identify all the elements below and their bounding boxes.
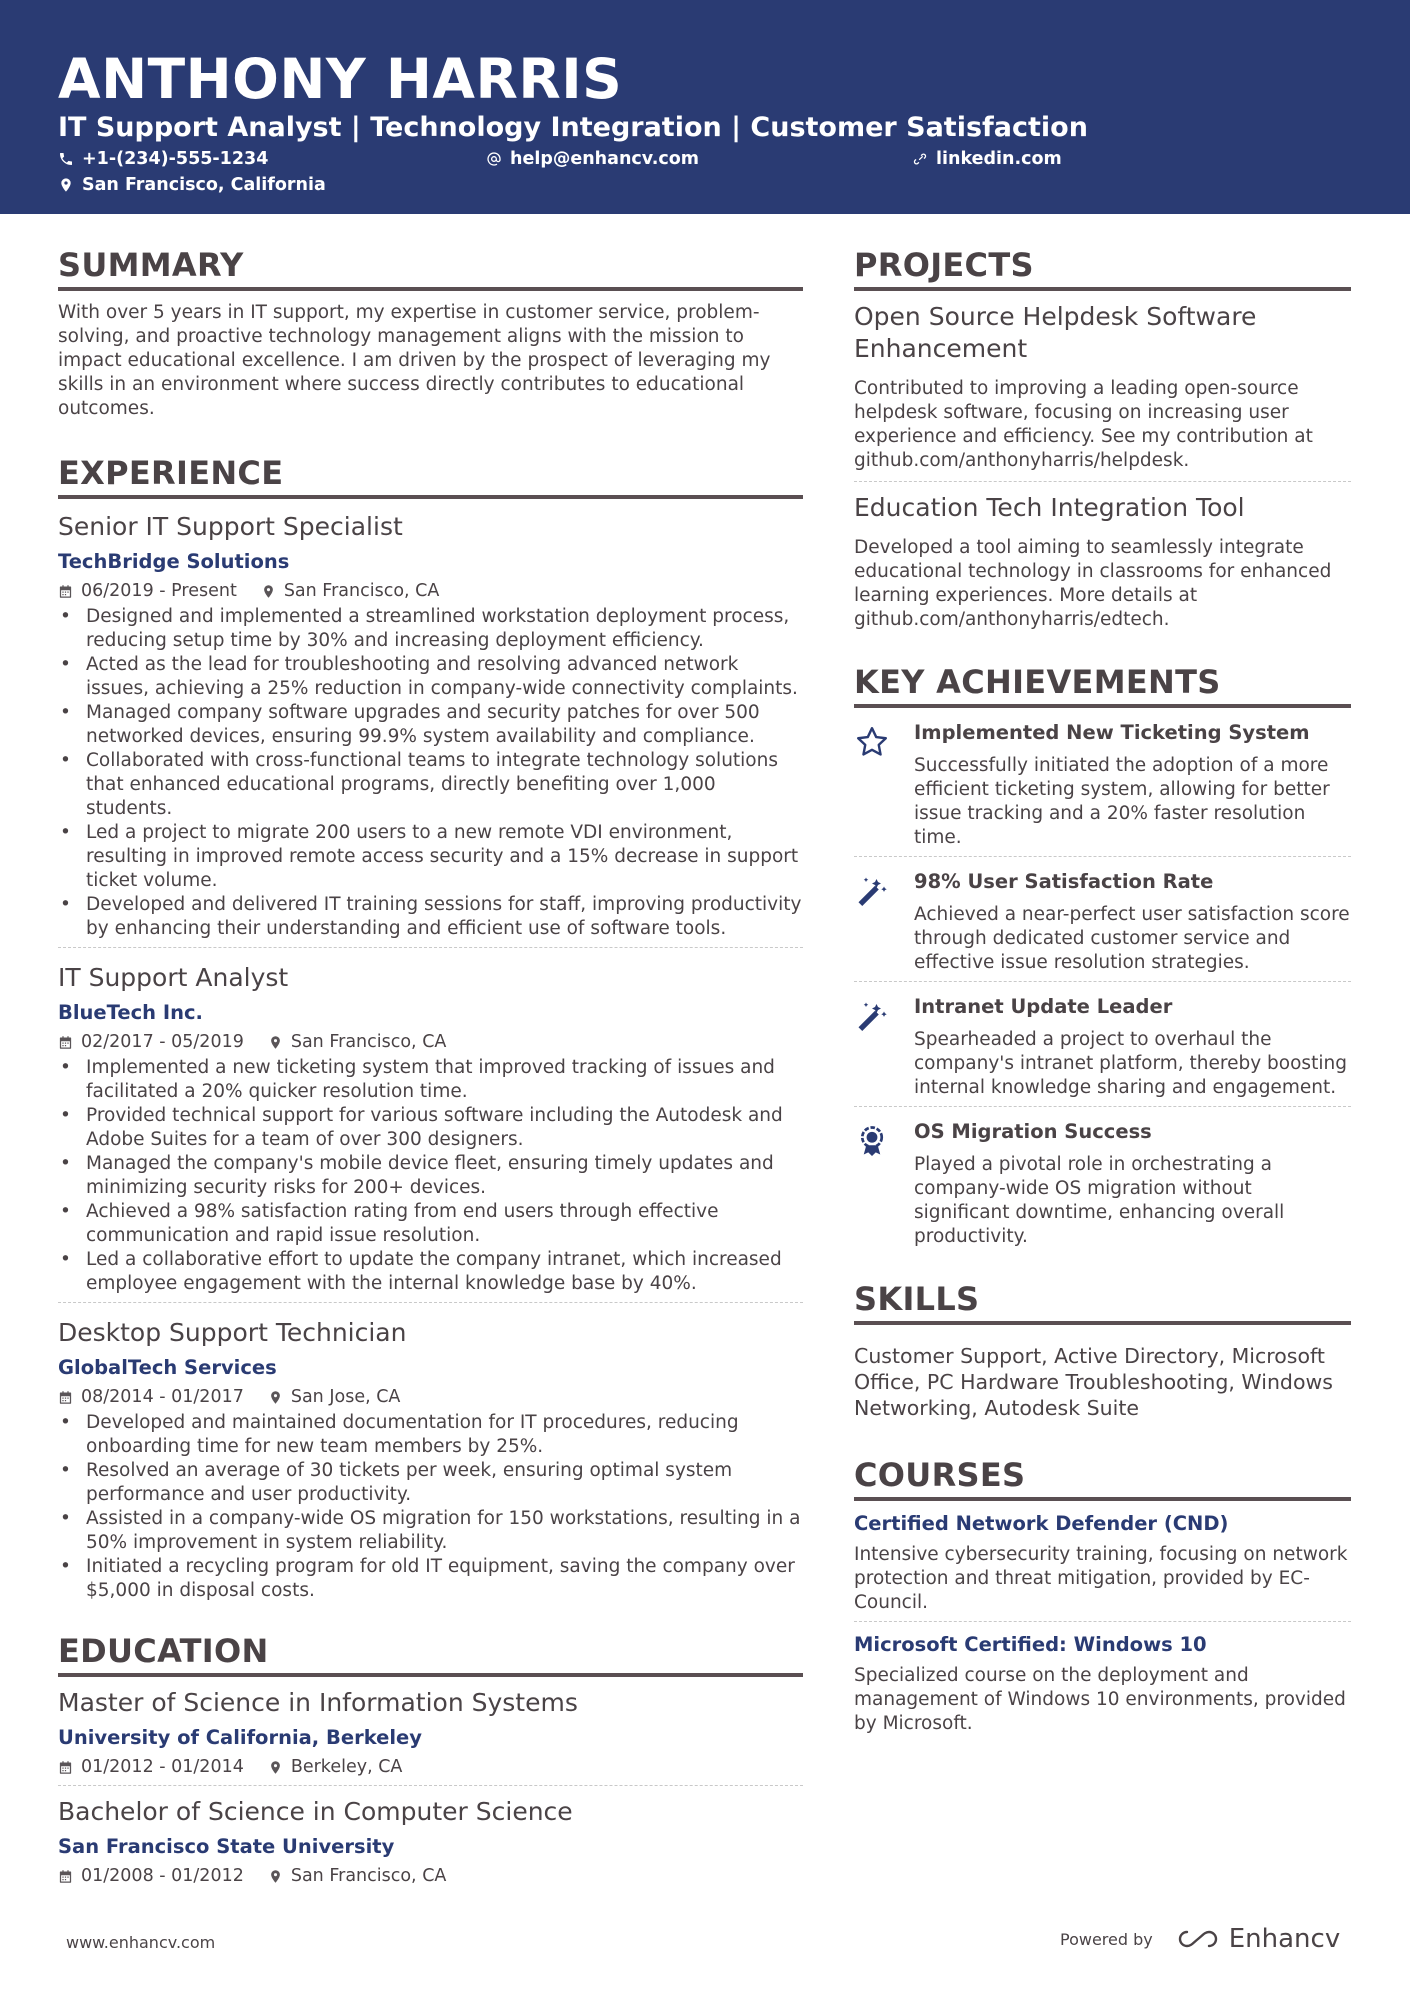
job-bullets <box>58 605 803 941</box>
education-meta <box>58 1755 803 1779</box>
bullet-item: • Managed the company's mobile device fleet, ensuring timely updates and minimizing security risks for 200+ devices. <box>58 1152 803 1200</box>
education-section <box>58 1631 803 1894</box>
job-dates <box>58 1385 244 1409</box>
job-bullets <box>58 1056 803 1296</box>
at-icon <box>486 151 502 167</box>
experience-section <box>58 453 803 1609</box>
experience-title: EXPERIENCE <box>58 453 803 499</box>
job-meta <box>58 1385 803 1409</box>
project-text: Developed a tool aiming to seamlessly integrate educational technology in classrooms for enhanced learning experiences. More details at github.com/anthonyharris/edtech. <box>854 537 1332 630</box>
job-location-text: San Jose, CA <box>290 1387 401 1407</box>
bullet-item: • Led a collaborative effort to update the company intranet, which increased employee engagement with the internal knowledge base by 40%. <box>58 1248 803 1296</box>
calendar-icon <box>58 1390 73 1405</box>
job-location-text: San Francisco, CA <box>283 581 440 601</box>
bullet-item: • Acted as the lead for troubleshooting and resolving advanced network issues, achieving a 25% reduction in company-wide connectivity complaints. <box>58 653 803 701</box>
phone-text: +1-(234)-555-1234 <box>82 149 269 169</box>
bullet-item: • Led a project to migrate 200 users to a new remote VDI environment, resulting in improved remote access security and a 15% decrease in support ticket volume. <box>58 821 803 893</box>
location-text: San Francisco, California <box>82 175 326 195</box>
skills-title: SKILLS <box>854 1279 1351 1325</box>
project-entry <box>854 291 1351 482</box>
achievement-text: Spearheaded a project to overhaul the company's intranet platform, thereby boosting internal knowledge sharing and engagement. <box>914 1029 1347 1098</box>
bullet-item: • Developed and delivered IT training sessions for staff, improving productivity by enhancing their understanding and efficient use of software tools. <box>58 893 803 941</box>
job-dates-text: 02/2017 - 05/2019 <box>81 1032 244 1052</box>
job-dates-text: 06/2019 - Present <box>81 581 237 601</box>
job-dates-text: 08/2014 - 01/2017 <box>81 1387 244 1407</box>
bullet-item: • Provided technical support for various software including the Autodesk and Adobe Suites for a team of over 300 designers. <box>58 1104 803 1152</box>
job-dates <box>58 579 237 603</box>
education-location-text: San Francisco, CA <box>290 1866 447 1886</box>
magic-wand-icon <box>854 873 890 909</box>
summary-title: SUMMARY <box>58 245 803 291</box>
achievement-body <box>914 869 1351 975</box>
calendar-icon <box>58 1869 73 1884</box>
calendar-icon <box>58 1035 73 1050</box>
achievement-title: Implemented New Ticketing System <box>914 721 1310 744</box>
school-name: San Francisco State University <box>58 1835 395 1858</box>
education-location <box>268 1864 447 1888</box>
course-title: Microsoft Certified: Windows 10 <box>854 1633 1207 1656</box>
education-dates <box>58 1864 244 1888</box>
achievement-entry <box>854 982 1351 1107</box>
company-name: GlobalTech Services <box>58 1356 277 1379</box>
course-title: Certified Network Defender (CND) <box>854 1512 1229 1535</box>
skills-section <box>854 1279 1351 1421</box>
right-column <box>854 245 1351 1742</box>
achievement-title: Intranet Update Leader <box>914 995 1173 1018</box>
course-text: Intensive cybersecurity training, focusing on network protection and threat mitigation, provided by EC-Council. <box>854 1544 1348 1613</box>
project-title: Open Source Helpdesk Software Enhancement <box>854 302 1257 363</box>
education-location-text: Berkeley, CA <box>290 1757 403 1777</box>
courses-title: COURSES <box>854 1455 1351 1501</box>
enhancv-logo-icon <box>1175 1928 1221 1950</box>
linkedin-text[interactable]: linkedin.com <box>936 149 1062 169</box>
achievement-icon-wrap <box>854 869 914 975</box>
location-pin-icon <box>268 1390 283 1405</box>
job-title: Desktop Support Technician <box>58 1318 407 1347</box>
achievement-text: Played a pivotal role in orchestrating a company-wide OS migration without significant downtime, enhancing overall productivity. <box>914 1154 1285 1247</box>
brand-name: Enhancv <box>1228 1924 1341 1954</box>
education-meta <box>58 1864 803 1888</box>
achievement-body <box>914 1119 1351 1249</box>
footer-branding <box>1060 1924 1340 1954</box>
company-name: TechBridge Solutions <box>58 550 290 573</box>
bullet-item: • Collaborated with cross-functional teams to integrate technology solutions that enhanced educational programs, directly benefiting over 1,000 students. <box>58 749 803 821</box>
powered-by-label: Powered by <box>1060 1929 1153 1949</box>
summary-text: With over 5 years in IT support, my expertise in customer service, problem-solving, and proactive technology management aligns with the mission to impact educational excellence. I am driven by the prospect of leveraging my skills in an environment where success directly contributes to educational outcomes. <box>58 302 771 419</box>
achievement-icon-wrap <box>854 1119 914 1249</box>
achievement-entry <box>854 857 1351 982</box>
job-bullets <box>58 1411 803 1603</box>
contact-location <box>58 174 326 196</box>
job-location <box>261 579 440 603</box>
experience-entry <box>58 499 803 948</box>
candidate-name: ANTHONY HARRIS <box>58 47 623 111</box>
company-name: BlueTech Inc. <box>58 1001 203 1024</box>
project-title: Education Tech Integration Tool <box>854 493 1245 522</box>
resume-header <box>0 0 1410 214</box>
degree-title: Bachelor of Science in Computer Science <box>58 1797 573 1826</box>
job-title: IT Support Analyst <box>58 963 289 992</box>
location-pin-icon <box>268 1035 283 1050</box>
bullet-item: • Resolved an average of 30 tickets per week, ensuring optimal system performance and user productivity. <box>58 1459 803 1507</box>
education-entry <box>58 1786 803 1894</box>
magic-wand-icon <box>854 998 890 1034</box>
bullet-item: • Initiated a recycling program for old IT equipment, saving the company over $5,000 in disposal costs. <box>58 1555 803 1603</box>
footer-website[interactable]: www.enhancv.com <box>66 1933 216 1952</box>
achievement-text: Successfully initiated the adoption of a more efficient ticketing system, allowing for better issue tracking and a 20% faster resolution time. <box>914 755 1330 848</box>
left-column <box>58 245 803 1894</box>
school-name: University of California, Berkeley <box>58 1726 422 1749</box>
bullet-item: • Achieved a 98% satisfaction rating from end users through effective communication and rapid issue resolution. <box>58 1200 803 1248</box>
project-entry <box>854 482 1351 640</box>
contact-linkedin[interactable] <box>912 148 1062 170</box>
achievement-body <box>914 720 1351 850</box>
achievement-entry <box>854 1107 1351 1255</box>
job-title: Senior IT Support Specialist <box>58 512 403 541</box>
education-entry <box>58 1677 803 1786</box>
achievement-text: Achieved a near-perfect user satisfaction score through dedicated customer service and effective issue resolution strategies. <box>914 904 1350 973</box>
bullet-item: • Developed and maintained documentation for IT procedures, reducing onboarding time for new team members by 25%. <box>58 1411 803 1459</box>
experience-entry <box>58 1303 803 1609</box>
education-location <box>268 1755 403 1779</box>
calendar-icon <box>58 584 73 599</box>
course-text: Specialized course on the deployment and management of Windows 10 environments, provided by Microsoft. <box>854 1665 1346 1734</box>
achievements-title: KEY ACHIEVEMENTS <box>854 662 1351 708</box>
achievements-section <box>854 662 1351 1255</box>
calendar-icon <box>58 1760 73 1775</box>
headline: IT Support Analyst | Technology Integration | Customer Satisfaction <box>58 112 1088 143</box>
summary-section <box>58 245 803 421</box>
star-icon <box>854 724 890 760</box>
education-dates-text: 01/2008 - 01/2012 <box>81 1866 244 1886</box>
bullet-item: • Implemented a new ticketing system that improved tracking of issues and facilitated a 20% quicker resolution time. <box>58 1056 803 1104</box>
bullet-item: • Designed and implemented a streamlined workstation deployment process, reducing setup time by 30% and increasing deployment efficiency. <box>58 605 803 653</box>
education-title: EDUCATION <box>58 1631 803 1677</box>
location-pin-icon <box>268 1760 283 1775</box>
achievement-title: OS Migration Success <box>914 1120 1152 1143</box>
courses-section <box>854 1455 1351 1742</box>
link-icon <box>912 151 928 167</box>
achievement-body <box>914 994 1351 1100</box>
job-location-text: San Francisco, CA <box>290 1032 447 1052</box>
email-text[interactable]: help@enhancv.com <box>510 149 700 169</box>
award-badge-icon <box>854 1123 890 1159</box>
location-pin-icon <box>268 1869 283 1884</box>
skills-text: Customer Support, Active Directory, Microsoft Office, PC Hardware Troubleshooting, Windows Networking, Autodesk Suite <box>854 1344 1333 1420</box>
degree-title: Master of Science in Information Systems <box>58 1688 578 1717</box>
contact-phone <box>58 148 268 170</box>
job-location <box>268 1385 401 1409</box>
phone-icon <box>58 151 74 167</box>
job-meta <box>58 579 803 603</box>
projects-title: PROJECTS <box>854 245 1351 291</box>
projects-section <box>854 245 1351 640</box>
achievement-title: 98% User Satisfaction Rate <box>914 870 1214 893</box>
course-entry <box>854 1622 1351 1742</box>
course-entry <box>854 1501 1351 1622</box>
job-meta <box>58 1030 803 1054</box>
achievement-icon-wrap <box>854 994 914 1100</box>
enhancv-logo[interactable] <box>1175 1924 1340 1954</box>
bullet-item: • Assisted in a company-wide OS migration for 150 workstations, resulting in a 50% improvement in system reliability. <box>58 1507 803 1555</box>
contact-email[interactable] <box>486 148 699 170</box>
bullet-item: • Managed company software upgrades and security patches for over 500 networked devices, ensuring 99.9% system availability and compliance. <box>58 701 803 749</box>
job-dates <box>58 1030 244 1054</box>
education-dates-text: 01/2012 - 01/2014 <box>81 1757 244 1777</box>
education-dates <box>58 1755 244 1779</box>
location-pin-icon <box>58 177 74 193</box>
experience-entry <box>58 948 803 1303</box>
achievement-icon-wrap <box>854 720 914 850</box>
project-text: Contributed to improving a leading open-source helpdesk software, focusing on increasing user experience and efficiency. See my contribution at github.com/anthonyharris/helpdesk. <box>854 378 1313 471</box>
location-pin-icon <box>261 584 276 599</box>
achievement-entry <box>854 708 1351 857</box>
job-location <box>268 1030 447 1054</box>
